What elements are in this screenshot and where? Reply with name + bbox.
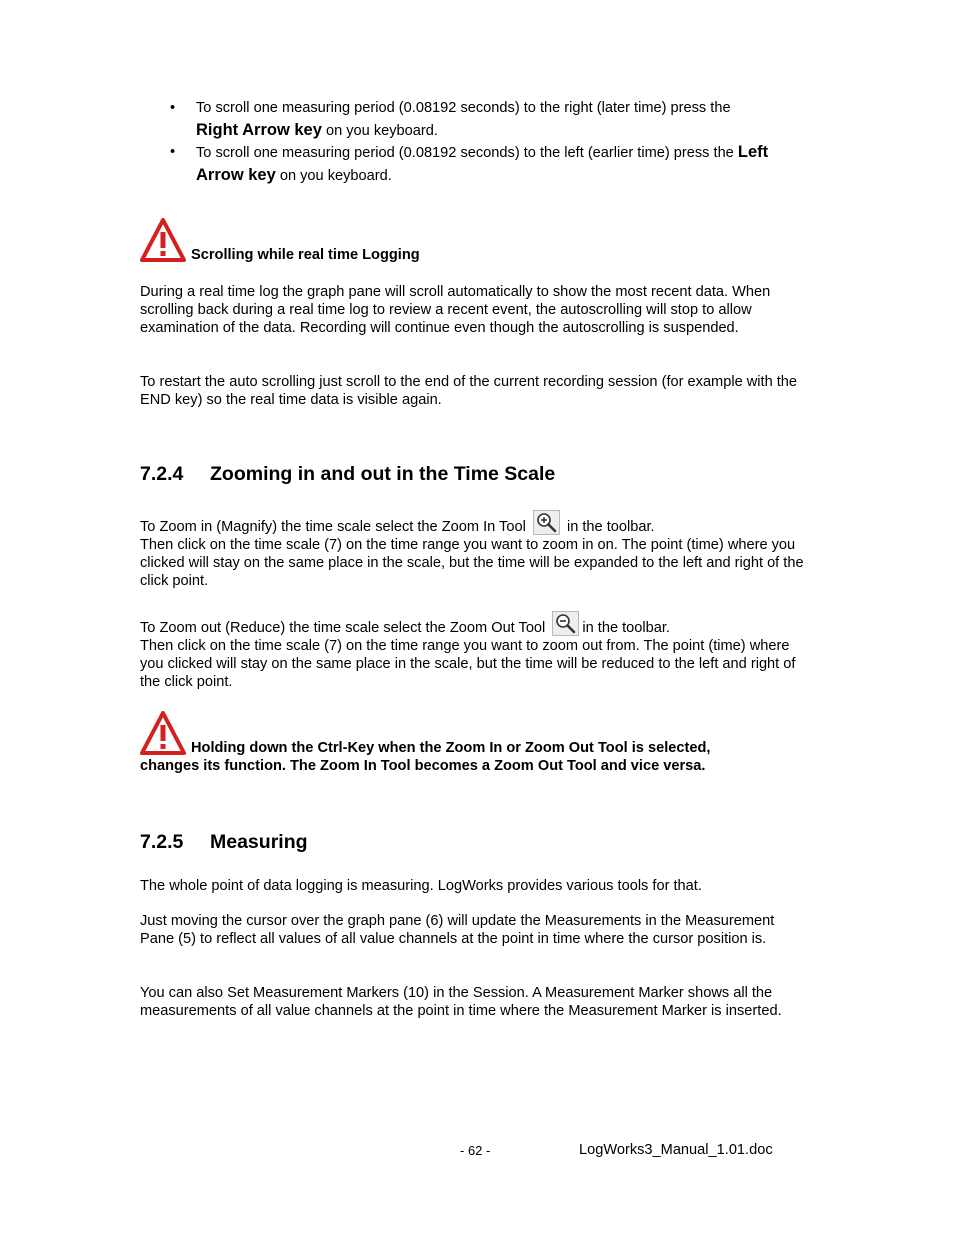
zoom-in-icon: [533, 510, 560, 535]
key-name: Right Arrow key: [196, 120, 322, 139]
key-name: Arrow key: [196, 165, 276, 184]
section-title: Measuring: [210, 831, 308, 853]
zoom-in-text-after: in the toolbar.: [562, 519, 655, 535]
paragraph-zoom-out: [140, 611, 812, 691]
document-filename: LogWorks3_Manual_1.01.doc: [579, 1142, 773, 1158]
section-heading-7-2-5: [140, 831, 308, 854]
zoom-out-text: To Zoom out (Reduce) the time scale select the Zoom Out Tool: [140, 620, 546, 636]
paragraph-zoom-in: [140, 510, 818, 590]
bullet-text-end: on you keyboard.: [275, 167, 392, 184]
paragraph-measurement-pane: Just moving the cursor over the graph pane (6) will update the Measurements in the Measurement Pane (5) to reflect all values of all value channels at the point in time where the cursor position is.: [140, 913, 775, 947]
paragraph-realtime-scroll: During a real time log the graph pane will scroll automatically to show the most recent data. When scrolling back during a real time log to review a recent event, the autoscrolling will stop to allow examination of the data. Recording will continue even though the autoscrolling is suspended.: [140, 284, 771, 336]
warning-label: Scrolling while real time Logging: [191, 247, 420, 263]
zoom-out-text-after: in the toolbar.: [582, 620, 670, 636]
zoom-in-text: To Zoom in (Magnify) the time scale select the Zoom In Tool: [140, 519, 526, 535]
warning-triangle-icon: [140, 711, 186, 757]
warning-triangle-icon: [140, 218, 186, 264]
key-name: Left: [737, 143, 769, 161]
ctrl-key-warning-line1: Holding down the Ctrl-Key when the Zoom In or Zoom Out Tool is selected,: [191, 740, 711, 756]
section-number: 7.2.4: [140, 463, 184, 485]
zoom-out-description: Then click on the time scale (7) on the time range you want to zoom out from. The point (time) where you clicked will stay on the same place in the scale, but the time will be reduced to the left and right of the click point.: [140, 638, 796, 690]
bullet-dot: •: [170, 144, 176, 160]
paragraph-measuring-intro: The whole point of data logging is measuring. LogWorks provides various tools for that.: [140, 878, 702, 894]
page-number: - 62 -: [460, 1143, 491, 1158]
paragraph-measurement-markers: You can also Set Measurement Markers (10) in the Session. A Measurement Marker shows all the measurements of all value channels at the point in time where the Measurement Marker is inserted.: [140, 985, 782, 1019]
list-item: [140, 98, 820, 142]
section-heading-7-2-4: [140, 463, 555, 486]
list-item: [140, 142, 820, 187]
bullet-text: To scroll one measuring period (0.08192 seconds) to the left (earlier time) press the: [196, 145, 738, 161]
bullet-dot: •: [170, 100, 176, 116]
zoom-out-icon: [552, 611, 579, 636]
ctrl-key-warning-line2: changes its function. The Zoom In Tool becomes a Zoom Out Tool and vice versa.: [140, 758, 706, 774]
bullet-text-end: on you keyboard.: [321, 122, 438, 139]
arrow-key-bullet-list: [140, 98, 820, 187]
bullet-text: To scroll one measuring period (0.08192 seconds) to the right (later time) press the: [196, 100, 731, 116]
section-title: Zooming in and out in the Time Scale: [210, 463, 556, 485]
paragraph-restart-scroll: To restart the auto scrolling just scroll to the end of the current recording session (for example with the END key) so the real time data is visible again.: [140, 374, 798, 408]
section-number: 7.2.5: [140, 831, 184, 853]
zoom-in-description: Then click on the time scale (7) on the time range you want to zoom in on. The point (time) where you clicked will stay on the same place in the scale, but the time will be expanded to the left and right of the click point.: [140, 537, 804, 589]
